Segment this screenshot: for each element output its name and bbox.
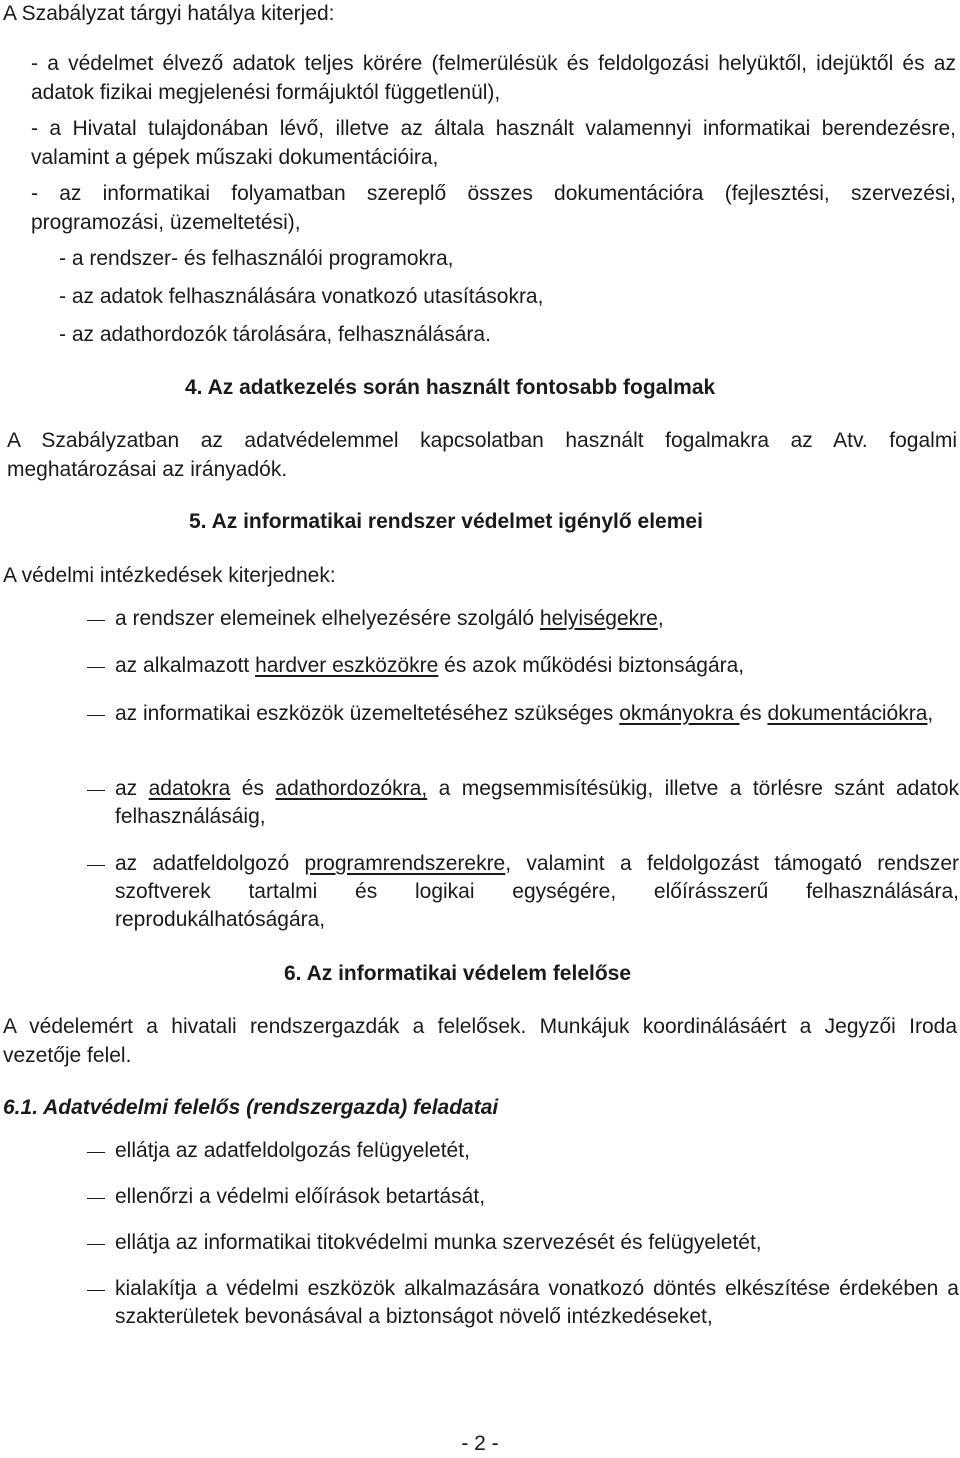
- dash-bullet-icon: [87, 620, 105, 621]
- scope-item-data: - a védelmet élvező adatok teljes körére (felmerülésük és feldolgozási helyüktől, idejüktől és az adatok fizikai megjelenési formájuktól függetlenül),: [31, 52, 956, 104]
- underlined-term: helyiségekre: [539, 607, 658, 630]
- list-item: az adatokra és adathordozókra, a megsemmisítésükig, illetve a törlésre szánt adatok felhasználásáig,: [87, 775, 959, 831]
- dash-bullet-icon: [87, 667, 105, 668]
- page-number: - 2 -: [461, 1432, 499, 1455]
- underlined-term: hardver eszközökre: [255, 654, 439, 677]
- scope-subitem-instructions: - az adatok felhasználására vonatkozó utasításokra,: [59, 285, 544, 308]
- underlined-term: okmányokra: [619, 702, 740, 725]
- section-4-text: A Szabályzatban az adatvédelemmel kapcsolatban használt fogalmakra az Atv. fogalmi meghatározásai az irányadók.: [7, 429, 957, 481]
- scope-subitem-media: - az adathordozók tárolására, felhasználására.: [59, 323, 491, 346]
- dash-bullet-icon: [87, 1198, 105, 1199]
- list-item: ellenőrzi a védelmi előírások betartását,: [87, 1183, 959, 1211]
- list-item: az informatikai eszközök üzemeltetéséhez szükséges okmányokra és dokumentációkra,: [87, 700, 959, 728]
- dash-bullet-icon: [87, 1244, 105, 1245]
- list-item: ellátja az informatikai titokvédelmi munka szervezését és felügyeletét,: [87, 1229, 959, 1257]
- list-item: az adatfeldolgozó programrendszerekre, valamint a feldolgozást támogató rendszer szoftverek tartalmi és logikai egységére, előírásszerű felhasználására, reprodukálhatóságára,: [87, 850, 959, 934]
- dash-bullet-icon: [87, 1290, 105, 1291]
- section-6-heading: 6. Az informatikai védelem felelőse: [284, 962, 632, 985]
- section-6-text: A védelemért a hivatali rendszergazdák a felelősek. Munkájuk koordinálásáért a Jegyzői Iroda vezetője felel.: [3, 1015, 957, 1067]
- list-item: a rendszer elemeinek elhelyezésére szolgáló helyiségekre,: [87, 605, 959, 633]
- list-item: ellátja az adatfeldolgozás felügyeletét,: [87, 1137, 959, 1165]
- scope-item-hardware: - a Hivatal tulajdonában lévő, illetve az általa használt valamennyi informatikai berendezésre, valamint a gépek műszaki dokumentációira,: [31, 117, 956, 169]
- underlined-term: dokumentációkra: [767, 702, 928, 725]
- scope-subitem-programs: - a rendszer- és felhasználói programokra,: [59, 247, 454, 270]
- dash-bullet-icon: [87, 1152, 105, 1153]
- scope-intro: A Szabályzat tárgyi hatálya kiterjed:: [3, 2, 335, 25]
- dash-bullet-icon: [87, 865, 105, 866]
- section-6-1-heading: 6.1. Adatvédelmi felelős (rendszergazda) feladatai: [3, 1096, 499, 1119]
- underlined-term: programrendszerekre: [304, 852, 506, 875]
- section-4-heading: 4. Az adatkezelés során használt fontosabb fogalmak: [185, 376, 716, 399]
- dash-bullet-icon: [87, 715, 105, 716]
- scope-item-documentation: - az informatikai folyamatban szereplő összes dokumentációra (fejlesztési, szervezési, programozási, üzemeltetési),: [31, 182, 956, 234]
- list-item: az alkalmazott hardver eszközökre és azok működési biztonságára,: [87, 652, 959, 680]
- underlined-term: adathordozókra,: [275, 777, 428, 800]
- section-5-heading: 5. Az informatikai rendszer védelmet igénylő elemei: [189, 510, 703, 533]
- dash-bullet-icon: [87, 790, 105, 791]
- section-5-intro: A védelmi intézkedések kiterjednek:: [3, 564, 336, 587]
- underlined-term: adatokra: [148, 777, 231, 800]
- list-item: kialakítja a védelmi eszközök alkalmazására vonatkozó döntés elkészítése érdekében a szakterületek bevonásával a biztonságot növelő intézkedéseket,: [87, 1275, 959, 1331]
